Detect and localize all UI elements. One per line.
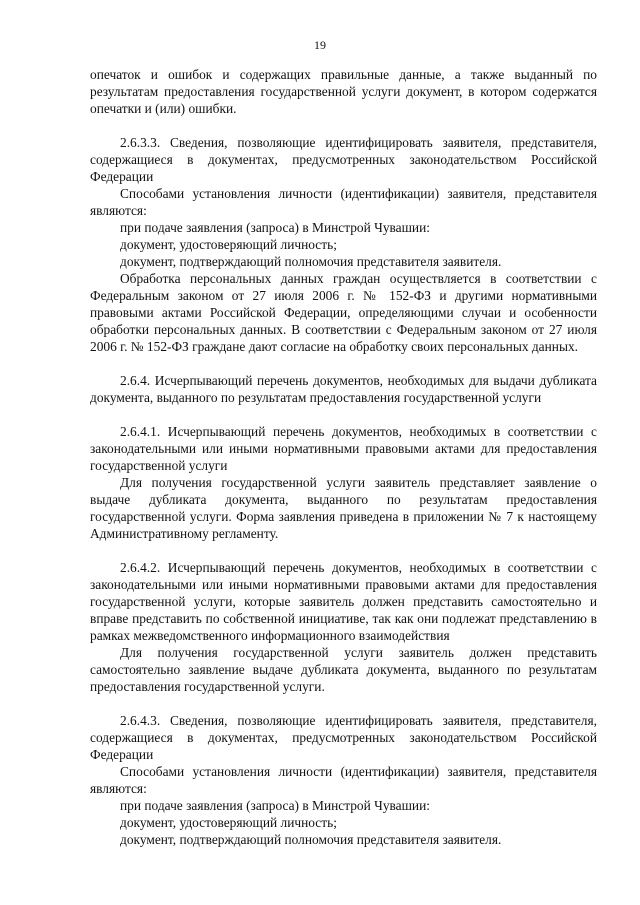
- paragraph: Для получения государственной услуги заявитель представляет заявление о выдаче дубликата документа, выданного по результатам предоставления государственной услуги. Форма заявления приведена в приложении № 7 к настоящему Административному регламенту.: [90, 475, 597, 541]
- list-item: документ, подтверждающий полномочия представителя заявителя.: [120, 832, 502, 847]
- list-item: при подаче заявления (запроса) в Минстрой Чувашии:: [120, 798, 430, 813]
- paragraph: Для получения государственной услуги заявитель должен представить самостоятельно заявление выдаче дубликата документа, выданного по результатам предоставления государственной услуги.: [90, 645, 597, 694]
- list-item: документ, удостоверяющий личность;: [120, 237, 337, 252]
- list-item: документ, подтверждающий полномочия представителя заявителя.: [120, 254, 502, 269]
- section-heading: 2.6.3.3. Сведения, позволяющие идентифицировать заявителя, представителя, содержащиеся в документах, предусмотренных законодательством Российской Федерации: [90, 135, 597, 184]
- section-heading: 2.6.4. Исчерпывающий перечень документов, необходимых для выдачи дубликата документа, выданного по результатам предоставления государственной услуги: [90, 373, 597, 405]
- page-number: 19: [314, 38, 326, 52]
- list-item: документ, удостоверяющий личность;: [120, 815, 337, 830]
- paragraph: Способами установления личности (идентификации) заявителя, представителя являются:: [90, 764, 597, 796]
- paragraph: Обработка персональных данных граждан осуществляется в соответствии с Федеральным законом от 27 июля 2006 г. № 152-ФЗ и другими нормативными правовыми актами Российской Федерации, определяющими случаи и особенности обработки персональных данных. В соответствии с Федеральным законом от 27 июля 2006 г. № 152-ФЗ граждане дают согласие на обработку своих персональных данных.: [90, 271, 597, 354]
- paragraph: опечаток и ошибок и содержащих правильные данные, а также выданный по результатам предоставления государственной услуги документ, в котором содержатся опечатки и (или) ошибки.: [90, 67, 597, 116]
- list-item: при подаче заявления (запроса) в Минстрой Чувашии:: [120, 220, 430, 235]
- paragraph: Способами установления личности (идентификации) заявителя, представителя являются:: [90, 186, 597, 218]
- section-heading: 2.6.4.3. Сведения, позволяющие идентифицировать заявителя, представителя, содержащиеся в документах, предусмотренных законодательством Российской Федерации: [90, 713, 597, 762]
- section-heading: 2.6.4.2. Исчерпывающий перечень документов, необходимых в соответствии с законодательными или иными нормативными правовыми актами для предоставления государственной услуги, которые заявитель должен представить самостоятельно и вправе представить по собственной инициативе, так как они подлежат представлению в рамках межведомственного информационного взаимодействия: [90, 560, 597, 643]
- section-heading: 2.6.4.1. Исчерпывающий перечень документов, необходимых в соответствии с законодательными или иными нормативными правовыми актами для предоставления государственной услуги: [90, 424, 597, 473]
- document-body: [90, 66, 597, 848]
